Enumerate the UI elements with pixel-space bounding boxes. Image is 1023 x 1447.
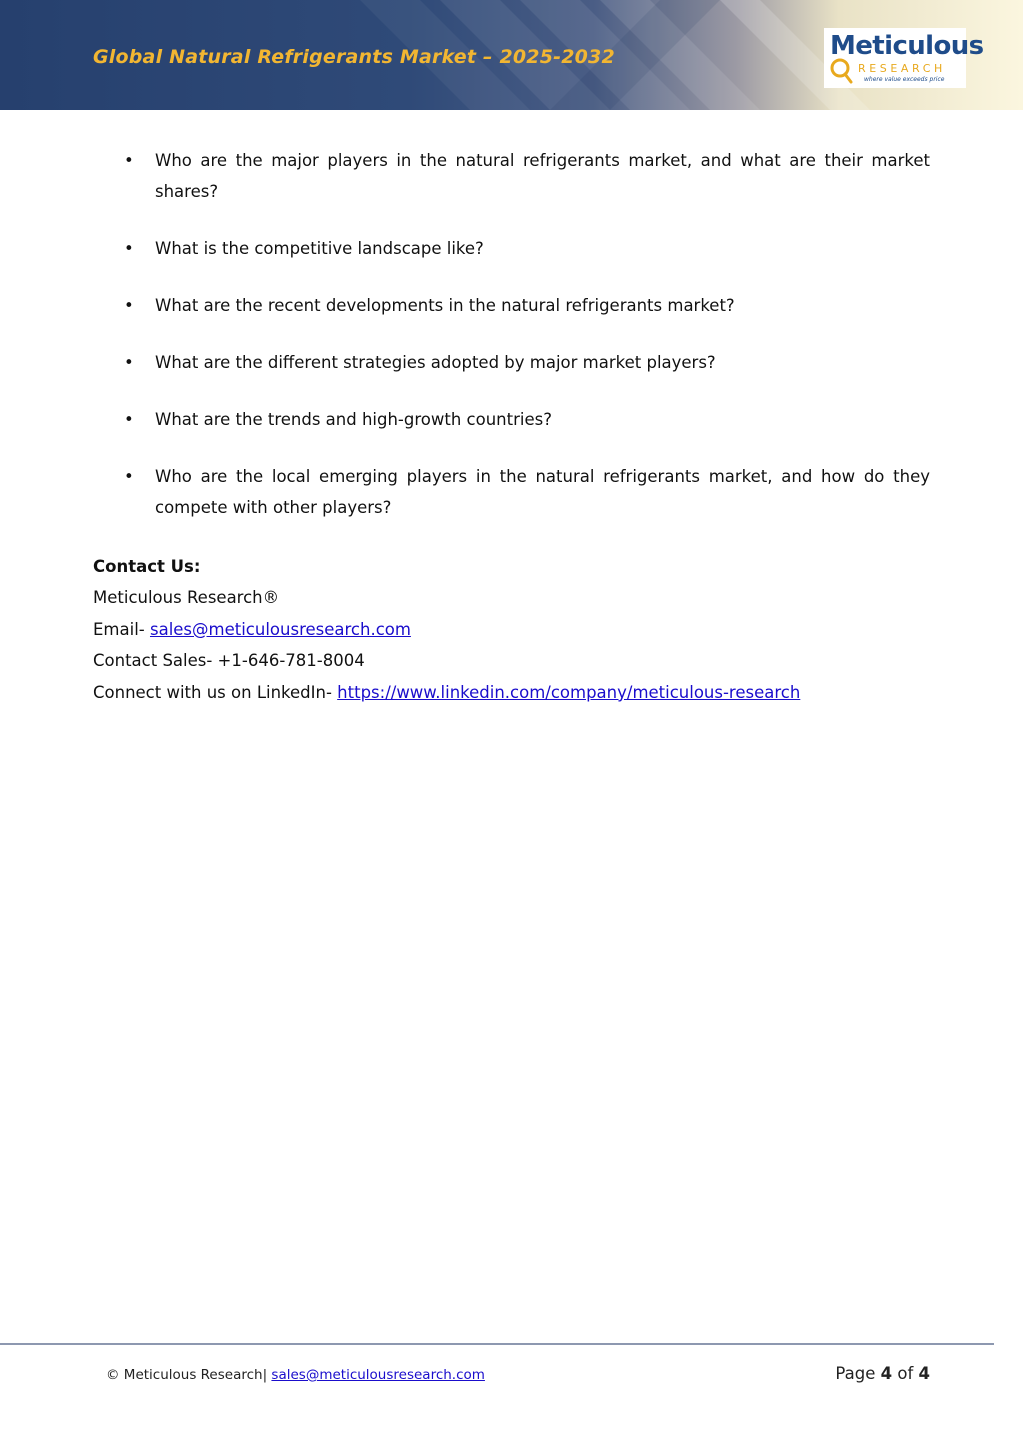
- email-row: [93, 614, 953, 645]
- list-item-text: Who are the major players in the natural refrigerants market, and what are their market shares?: [155, 151, 930, 201]
- current-page: 4: [880, 1364, 893, 1383]
- list-item: [93, 290, 930, 321]
- bullet-icon: •: [124, 467, 134, 486]
- linkedin-label: Connect with us on LinkedIn-: [93, 682, 338, 702]
- questions-list: [93, 145, 930, 549]
- magnifier-icon: [826, 58, 854, 86]
- page-header-banner: [0, 0, 1023, 110]
- list-item: [93, 461, 930, 523]
- list-item-text: Who are the local emerging players in the natural refrigerants market, and how do they compete with other players?: [155, 467, 930, 517]
- copyright-text: © Meticulous Research|: [106, 1367, 272, 1383]
- linkedin-row: [93, 677, 953, 708]
- contact-heading: Contact Us:: [93, 557, 201, 576]
- page-prefix: Page: [835, 1364, 881, 1383]
- bullet-icon: •: [124, 239, 134, 258]
- email-label: Email-: [93, 619, 150, 639]
- meticulous-research-logo: [824, 28, 984, 88]
- page-of: of: [892, 1364, 919, 1383]
- footer-copyright: [106, 1367, 485, 1383]
- footer-email-link[interactable]: sales@meticulousresearch.com: [271, 1367, 485, 1383]
- linkedin-link[interactable]: https://www.linkedin.com/company/meticulous-research: [337, 682, 801, 702]
- logo-subtitle: RESEARCH: [858, 62, 946, 75]
- company-name: Meticulous Research®: [93, 588, 280, 608]
- list-item: [93, 233, 930, 264]
- list-item: [93, 347, 930, 378]
- contact-section: [93, 551, 953, 708]
- bullet-icon: •: [124, 353, 134, 372]
- list-item-text: What are the trends and high-growth countries?: [155, 410, 552, 429]
- list-item-text: What are the different strategies adopted by major market players?: [155, 353, 716, 372]
- email-link[interactable]: sales@meticulousresearch.com: [149, 619, 411, 639]
- logo-wordmark: Meticulous: [830, 31, 984, 61]
- logo-tagline: where value exceeds price: [864, 76, 945, 83]
- list-item: [93, 145, 930, 207]
- bullet-icon: •: [124, 151, 134, 170]
- list-item-text: What are the recent developments in the natural refrigerants market?: [155, 296, 735, 315]
- footer-divider: [0, 1343, 994, 1345]
- list-item-text: What is the competitive landscape like?: [155, 239, 484, 258]
- total-pages: 4: [918, 1364, 930, 1383]
- report-title: Global Natural Refrigerants Market – 2025-2032: [93, 46, 615, 68]
- bullet-icon: •: [124, 410, 134, 429]
- contact-sales-text: Contact Sales- +1-646-781-8004: [93, 651, 365, 671]
- page-number: [835, 1364, 930, 1383]
- list-item: [93, 404, 930, 435]
- bullet-icon: •: [124, 296, 134, 315]
